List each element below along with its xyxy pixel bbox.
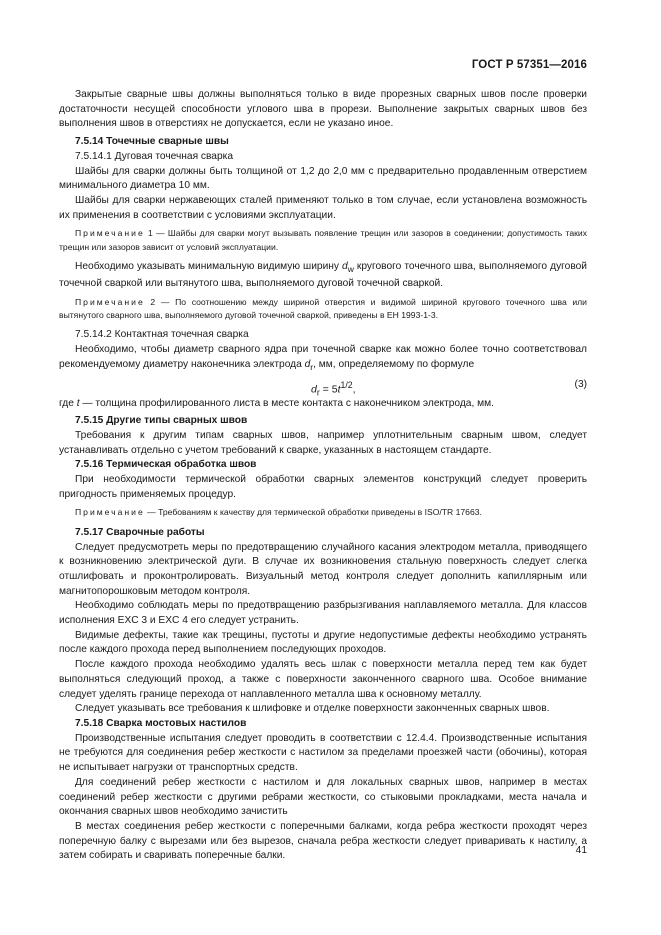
paragraph: Производственные испытания следует проводить в соответствии с 12.4.4. Производственные испытания не требуются для соединения ребер жесткости с настилом за пределами проезжей части (обочины), которая не испытывает нагрузки от транспортных средств.	[59, 732, 587, 774]
note-label: Примечание	[75, 507, 145, 518]
paragraph: Видимые дефекты, такие как трещины, пустоты и другие недопустимые дефекты необходимо устранять после каждого прохода перед выполнением последующих проходов.	[59, 629, 587, 656]
paragraph: Необходимо соблюдать меры по предотвращению разбрызгивания наплавляемого металла. Для классов исполнения EXC 3 и EXC 4 его следует устранить.	[59, 600, 587, 627]
formula-number: (3)	[574, 378, 587, 390]
section-heading: 7.5.18 Сварка мостовых настилов	[75, 718, 247, 729]
paragraph: При необходимости термической обработки сварных элементов конструкций следует проверить пригодность применяемых процедур.	[59, 474, 587, 500]
section-heading: 7.5.15 Другие типы сварных швов	[75, 415, 248, 427]
paragraph: Требования к другим типам сварных швов, например уплотнительным сварным швом, следует устанавливать отдельно с учетом требований к сварке, указанных в настоящем стандарте.	[59, 429, 587, 456]
note-text: 1 — Шайбы для сварки могут вызывать появление трещин или зазоров в соединении; допустимость таких трещин или зазоров зависит от условий эксплуатации.	[59, 228, 587, 252]
paragraph: Следует предусмотреть меры по предотвращению случайного касания электродом металла, приводящего к возникновению электрической дуги. В случае их возникновения стальную поверхность следует слегка отшлифовать и проконтролировать. Визуальный метод контроля следует дополнить капиллярным или магнитопорошковым методом контроля.	[59, 541, 587, 597]
subsection-heading: 7.5.14.1 Дуговая точечная сварка	[75, 150, 233, 162]
note	[59, 227, 587, 254]
section-heading: 7.5.14 Точечные сварные швы	[75, 136, 229, 148]
paragraph: После каждого прохода необходимо удалять весь шлак с поверхности металла перед тем как будет выполняться следующий проход, а также с поверхности законченного сварного шва. Особое внимание следует уделять границе перехода от наплавленного металла шва к основному металлу.	[59, 659, 587, 700]
note-label: Примечание	[75, 228, 145, 239]
paragraph: Необходимо указывать минимальную видимую ширину $d_w$ кругового точечного шва, выполняемого дуговой точечной сваркой или вытянутого шва, выполняемого дуговой точечной сваркой.	[59, 261, 587, 289]
paragraph: Необходимо, чтобы диаметр сварного ядра при точечной сварке как можно более точно соответствовал рекомендуемому диаметру наконечника электрода $d_r$, мм, определяемому по формуле	[59, 344, 587, 372]
note-label: Примечание	[75, 296, 145, 307]
page-body	[59, 88, 587, 864]
note	[59, 296, 587, 323]
paragraph: Для соединений ребер жесткости с настилом и для локальных сварных швов, например в местах соединений ребер жесткости с другими ребрами жесткости, со стыковыми прокладками, места начала и окончания сварных швов необходимо зачистить	[59, 776, 587, 818]
subsection-heading: 7.5.14.2 Контактная точечная сварка	[75, 329, 249, 341]
note-text: — Требованиям к качеству для термической обработки приведены в ISO/TR 17663.	[144, 507, 482, 518]
paragraph: Шайбы для сварки нержавеющих сталей применяют только в том случае, если установлена возможность их применения в соответствии с условиями эксплуатации.	[59, 194, 587, 221]
document-header: ГОСТ Р 57351—2016	[471, 59, 587, 71]
section-heading: 7.5.16 Термическая обработка швов	[75, 459, 257, 471]
formula	[59, 375, 587, 397]
paragraph: В местах соединения ребер жесткости с поперечными балками, когда ребра жесткости проходят через поперечную балку с вырезами или без вырезов, сначала ребра жесткости следует приваривать к настилу, а затем собирать и сваривать поперечные балки.	[59, 820, 587, 862]
page-number: 41	[575, 845, 587, 856]
note	[59, 506, 587, 519]
paragraph: где t — толщина профилированного листа в месте контакта с наконечником электрода, мм.	[59, 397, 494, 409]
formula-expression: $d_r = 5t^{1/2}$,	[311, 379, 356, 398]
note-text: 2 — По соотношению между шириной отверстия и видимой шириной кругового точечного шва или вытянутого сварного шва, выполняемого дуговой точечной сваркой, приведены в ЕН 1993-1-3.	[59, 296, 587, 320]
paragraph: Следует указывать все требования к шлифовке и отделке поверхности законченных сварных швов.	[75, 703, 550, 715]
paragraph: Закрытые сварные швы должны выполняться только в виде прорезных сварных швов после проверки достаточности несущей способности углового шва в прорези. Выполнение закрытых сварных швов без выполнения швов в отверстиях не допускается, если не указано иное.	[59, 89, 587, 130]
section-heading: 7.5.17 Сварочные работы	[75, 526, 205, 538]
paragraph: Шайбы для сварки должны быть толщиной от 1,2 до 2,0 мм с предварительно продавленным отверстием минимального диаметра 10 мм.	[59, 165, 587, 192]
